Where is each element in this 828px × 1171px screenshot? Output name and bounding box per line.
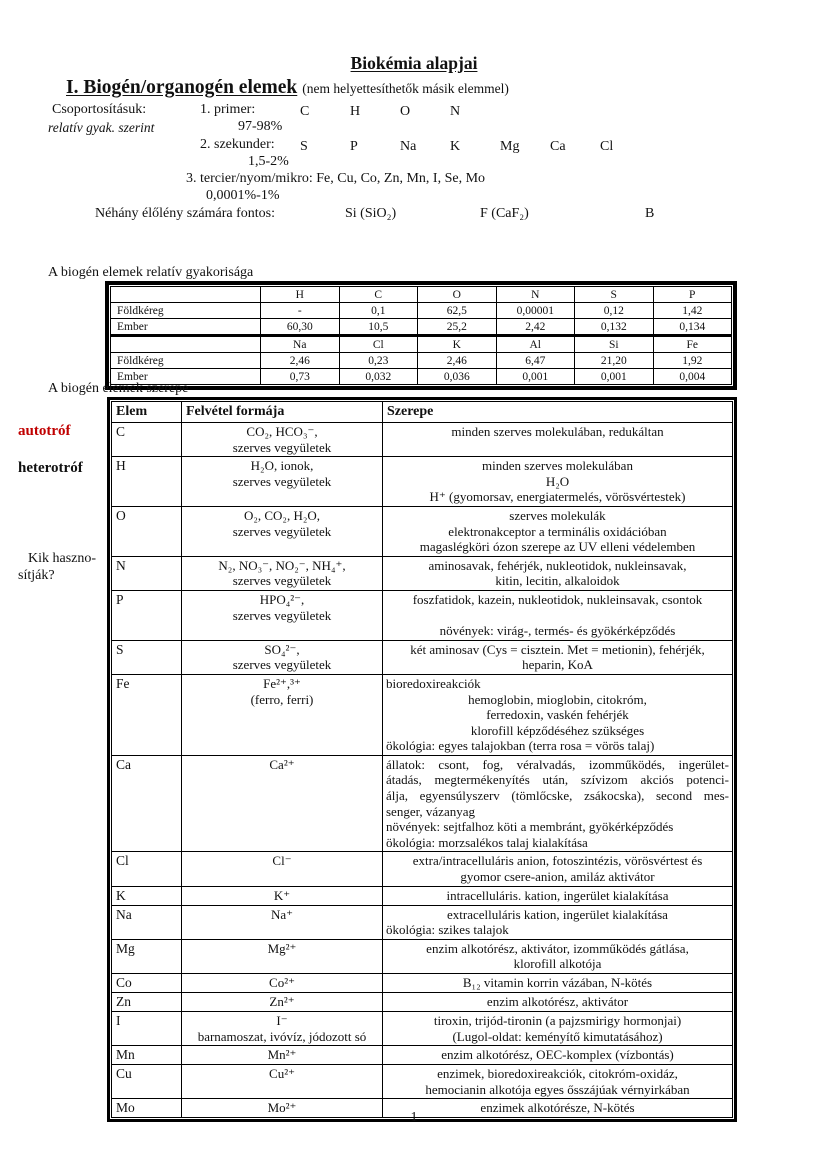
- table-row: [112, 886, 733, 905]
- role-line: (Lugol-oldat: keményítő kimutatásához): [452, 1028, 663, 1044]
- role-cell: [383, 640, 733, 674]
- column-header-szerepe: Szerepe: [383, 402, 733, 423]
- abundance-part2: [110, 336, 732, 385]
- uptake-form-cell: [182, 457, 383, 507]
- group2-elements: [300, 137, 650, 155]
- element-symbol-cell: O: [112, 506, 182, 556]
- role-line: [386, 608, 729, 624]
- role-line: ferredoxin, vaskén fehérjék: [486, 707, 629, 723]
- role-line: két aminosav (Cys = cisztein. Met = metionin), fehérjék,: [410, 641, 705, 657]
- uptake-form-line: Mg²⁺: [267, 940, 297, 956]
- abundance-table-caption: A biogén elemek relatív gyakorisága: [48, 265, 254, 280]
- element-symbol: Cl: [600, 139, 614, 154]
- grouping-label: Csoportosításuk:: [52, 102, 147, 117]
- element-symbol-cell: K: [112, 886, 182, 905]
- roles-table-body: [112, 423, 733, 1118]
- column-header: O: [418, 287, 497, 303]
- value-cell: 2,46: [261, 353, 340, 369]
- value-cell: 1,92: [653, 353, 732, 369]
- uptake-form-cell: [182, 1046, 383, 1065]
- role-cell: [383, 1012, 733, 1046]
- table-row: [112, 905, 733, 939]
- table-row: [112, 640, 733, 674]
- uptake-form-cell: [182, 755, 383, 852]
- table-row: [112, 852, 733, 886]
- uptake-form-cell: [182, 590, 383, 640]
- element-symbol: C: [300, 104, 310, 119]
- group3-label: 3. tercier/nyom/mikro:: [186, 171, 313, 186]
- role-cell: [383, 993, 733, 1012]
- group2-label: 2. szekunder:: [200, 137, 275, 152]
- value-cell: 2,42: [496, 319, 575, 336]
- uptake-form-line: Zn²⁺: [269, 994, 295, 1009]
- section-heading: [66, 77, 509, 99]
- value-cell: 2,46: [418, 353, 497, 369]
- uptake-form-line: HPO₄²⁻,: [259, 591, 305, 607]
- element-symbol-cell: Mn: [112, 1046, 182, 1065]
- element-symbol-cell: Co: [112, 974, 182, 993]
- uptake-form-line: Ca²⁺: [269, 756, 295, 772]
- role-line: B₁₂ vitamin korrin vázában, N-kötés: [462, 975, 653, 990]
- role-line: ökológia: szikes talajok: [386, 922, 509, 938]
- special-label: Néhány élőlény számára fontos:: [95, 206, 275, 221]
- role-line: magaslégköri ózon szerepe az UV elleni védelemben: [419, 539, 696, 555]
- uptake-form-line: Fe²⁺,³⁺: [263, 675, 301, 691]
- abundance-table: [105, 281, 737, 390]
- table-row: [112, 556, 733, 590]
- role-line: extra/intracelluláris anion, fotoszintézis, vörösvértest és: [412, 853, 703, 869]
- role-cell: [383, 905, 733, 939]
- element-symbol: S: [300, 139, 308, 154]
- value-cell: 0,004: [653, 369, 732, 385]
- uptake-form-line: Cu²⁺: [269, 1066, 295, 1082]
- value-cell: 0,036: [418, 369, 497, 385]
- column-header: C: [339, 287, 418, 303]
- column-header-forma: Felvétel formája: [182, 402, 383, 423]
- uptake-form-cell: [182, 506, 383, 556]
- element-symbol-cell: I: [112, 1012, 182, 1046]
- table-row: [112, 1046, 733, 1065]
- value-cell: 0,73: [261, 369, 340, 385]
- margin-note-autotrof: autotróf: [18, 423, 71, 439]
- column-header: P: [653, 287, 732, 303]
- role-cell: [383, 755, 733, 852]
- element-symbol-cell: P: [112, 590, 182, 640]
- role-cell: [383, 506, 733, 556]
- corner-cell: [111, 337, 261, 353]
- element-symbol: O: [400, 104, 411, 119]
- row-label: Ember: [111, 319, 261, 336]
- value-cell: 60,30: [261, 319, 340, 336]
- role-cell: [383, 457, 733, 507]
- uptake-form-line: Co²⁺: [269, 975, 295, 990]
- element-symbol: K: [450, 139, 461, 154]
- element-symbol: N: [450, 104, 461, 119]
- role-line: állatok: csont, fog, véralvadás, izomműködés, ingerület-: [386, 756, 729, 772]
- role-line: extracelluláris kation, ingerület kialakítása: [447, 906, 668, 922]
- value-cell: 0,12: [575, 303, 654, 319]
- table-row: [111, 369, 732, 385]
- role-cell: [383, 939, 733, 973]
- abundance-header-row: [111, 287, 732, 303]
- column-header: H: [261, 287, 340, 303]
- column-header: Cl: [339, 337, 418, 353]
- uptake-form-line: Cl⁻: [272, 853, 292, 869]
- page-number: 1: [410, 1110, 418, 1125]
- group3-line: [186, 171, 485, 187]
- value-cell: 10,5: [339, 319, 418, 336]
- special-item-si: Si (SiO₂): [345, 206, 397, 221]
- margin-note-question-line2: sítják?: [18, 568, 55, 583]
- role-line: H⁺ (gyomorsav, energiatermelés, vörösvértestek): [429, 489, 686, 505]
- element-symbol-cell: H: [112, 457, 182, 507]
- role-cell: [383, 556, 733, 590]
- uptake-form-line: K⁺: [273, 887, 291, 903]
- element-symbol-cell: Fe: [112, 674, 182, 755]
- column-header: Si: [575, 337, 654, 353]
- uptake-form-cell: [182, 1012, 383, 1046]
- element-symbol: Mg: [500, 139, 520, 154]
- value-cell: 25,2: [418, 319, 497, 336]
- element-symbol-cell: Cl: [112, 852, 182, 886]
- role-line: hemoglobin, mioglobin, citokróm,: [468, 691, 647, 707]
- table-row: [112, 993, 733, 1012]
- uptake-form-line: O₂, CO₂, H₂O,: [243, 507, 321, 523]
- role-line: klorofill képződéséhez szükséges: [470, 722, 645, 738]
- uptake-form-line: barnamoszat, ivóvíz, jódozott só: [197, 1028, 367, 1044]
- role-cell: [383, 423, 733, 457]
- role-line: kitin, lecitin, alkaloidok: [495, 573, 620, 589]
- margin-note-question-line1: Kik haszno-: [28, 551, 97, 566]
- value-cell: 62,5: [418, 303, 497, 319]
- group1-elements: [300, 102, 500, 120]
- role-line: minden szerves molekulában, redukáltan: [451, 424, 664, 439]
- column-header: Al: [496, 337, 575, 353]
- value-cell: 6,47: [496, 353, 575, 369]
- role-cell: [383, 1046, 733, 1065]
- uptake-form-cell: [182, 423, 383, 457]
- table-row: [111, 353, 732, 369]
- role-line: tiroxin, trijód-tironin (a pajzsmirigy hormonjai): [433, 1013, 682, 1028]
- uptake-form-line: Mn²⁺: [267, 1047, 297, 1063]
- section-heading-note: (nem helyettesíthetők másik elemmel): [302, 81, 509, 96]
- role-line: enzimek, bioredoxireakciók, citokróm-oxidáz,: [437, 1066, 678, 1082]
- role-line: elektronakceptor a terminális oxidációban: [448, 523, 667, 539]
- row-label: Földkéreg: [111, 353, 261, 369]
- element-symbol-cell: Na: [112, 905, 182, 939]
- uptake-form-line: CO₂, HCO₃⁻,: [246, 424, 318, 439]
- uptake-form-line: szerves vegyületek: [232, 607, 332, 623]
- uptake-form-line: N₂, NO₃⁻, NO₂⁻, NH₄⁺,: [218, 557, 346, 573]
- value-cell: -: [261, 303, 340, 319]
- role-line: szerves molekulák: [509, 507, 606, 523]
- uptake-form-line: (ferro, ferri): [250, 691, 314, 707]
- uptake-form-line: Na⁺: [270, 906, 294, 922]
- abundance-part1: [110, 286, 732, 336]
- table-row: [112, 1065, 733, 1099]
- table-row: [112, 423, 733, 457]
- special-item-b: B: [645, 206, 655, 221]
- element-symbol-cell: S: [112, 640, 182, 674]
- value-cell: 0,001: [496, 369, 575, 385]
- group3-percent: 0,0001%-1%: [206, 188, 280, 203]
- uptake-form-line: SO₄²⁻,: [264, 641, 300, 657]
- table-row: [112, 674, 733, 755]
- element-symbol: Na: [400, 139, 417, 154]
- element-symbol-cell: Zn: [112, 993, 182, 1012]
- table-row: [112, 939, 733, 973]
- table-row: [112, 1012, 733, 1046]
- value-cell: 0,132: [575, 319, 654, 336]
- table-row: [111, 303, 732, 319]
- uptake-form-line: I⁻: [276, 1013, 288, 1028]
- uptake-form-cell: [182, 939, 383, 973]
- role-cell: [383, 886, 733, 905]
- role-line: ökológia: morzsalékos talaj kialakítása: [386, 834, 588, 850]
- table-row: [112, 755, 733, 852]
- uptake-form-line: szerves vegyületek: [232, 439, 332, 455]
- role-cell: [383, 852, 733, 886]
- column-header: K: [418, 337, 497, 353]
- element-symbol-cell: Mg: [112, 939, 182, 973]
- corner-cell: [111, 287, 261, 303]
- table-row: [112, 457, 733, 507]
- group1-label: 1. primer:: [200, 102, 256, 117]
- role-line: enzim alkotórész, OEC-komplex (vízbontás): [441, 1047, 674, 1063]
- group1-percent: 97-98%: [238, 119, 283, 134]
- uptake-form-line: szerves vegyületek: [232, 657, 332, 673]
- element-symbol-cell: Ca: [112, 755, 182, 852]
- value-cell: 0,001: [575, 369, 654, 385]
- uptake-form-line: Mo²⁺: [267, 1100, 297, 1116]
- role-cell: [383, 590, 733, 640]
- role-line: klorofill alkotója: [513, 956, 602, 972]
- element-symbol-cell: Mo: [112, 1099, 182, 1118]
- table-row: [112, 974, 733, 993]
- uptake-form-line: szerves vegyületek: [232, 523, 332, 539]
- column-header: S: [575, 287, 654, 303]
- role-line: heparin, KoA: [522, 657, 593, 673]
- role-line: ökológia: egyes talajokban (terra rosa = vörös talaj): [386, 738, 655, 754]
- role-line: enzim alkotórész, aktivátor: [486, 994, 629, 1009]
- uptake-form-cell: [182, 993, 383, 1012]
- element-symbol-cell: N: [112, 556, 182, 590]
- table-row: [112, 590, 733, 640]
- table-row: [112, 506, 733, 556]
- role-line: H₂O: [545, 473, 570, 489]
- role-line: bioredoxireakciók: [386, 675, 481, 691]
- row-label: Ember: [111, 369, 261, 385]
- role-line: átadás, megtermékenyítés után, szívizom akciós potenci-: [386, 772, 729, 788]
- column-header: N: [496, 287, 575, 303]
- uptake-form-cell: [182, 852, 383, 886]
- role-cell: [383, 1065, 733, 1099]
- role-line: enzim alkotórész, aktivátor, izomműködés gátlása,: [426, 940, 689, 956]
- row-label: Földkéreg: [111, 303, 261, 319]
- group3-elements: Fe, Cu, Co, Zn, Mn, I, Se, Mo: [316, 171, 486, 186]
- role-line: növények: virág-, termés- és gyökérképződés: [439, 623, 676, 639]
- value-cell: 0,23: [339, 353, 418, 369]
- element-symbol: P: [350, 139, 358, 154]
- roles-table-caption: A biogén elemek szerepe: [48, 381, 189, 396]
- value-cell: 0,00001: [496, 303, 575, 319]
- roles-table-header-row: [112, 402, 733, 423]
- uptake-form-cell: [182, 640, 383, 674]
- value-cell: 0,1: [339, 303, 418, 319]
- role-line: álja, egyensúlyszerv (tömlőcske, zsákocska), second mes-: [386, 788, 729, 804]
- uptake-form-cell: [182, 886, 383, 905]
- uptake-form-line: H₂O, ionok,: [250, 458, 314, 474]
- role-line: aminosavak, fehérjék, nukleotidok, nukleinsavak,: [428, 557, 687, 573]
- group2-percent: 1,5-2%: [248, 154, 289, 169]
- uptake-form-cell: [182, 674, 383, 755]
- margin-note-heterotrof: heterotróf: [18, 460, 83, 476]
- value-cell: 0,134: [653, 319, 732, 336]
- role-line: intracelluláris. kation, ingerület kialakítása: [446, 887, 669, 903]
- value-cell: 1,42: [653, 303, 732, 319]
- uptake-form-cell: [182, 974, 383, 993]
- role-line: senger, vázanyag: [386, 803, 475, 819]
- uptake-form-cell: [182, 556, 383, 590]
- page-title: Biokémia alapjai: [350, 53, 478, 73]
- uptake-form-cell: [182, 905, 383, 939]
- element-symbol-cell: Cu: [112, 1065, 182, 1099]
- role-line: gyomor csere-anion, amiláz aktivátor: [460, 869, 655, 885]
- value-cell: 21,20: [575, 353, 654, 369]
- role-cell: [383, 974, 733, 993]
- role-cell: [383, 674, 733, 755]
- role-line: növények: sejtfalhoz köti a membránt, gyökérképződés: [386, 819, 674, 835]
- element-symbol: Ca: [550, 139, 566, 154]
- role-line: enzimek alkotórésze, N-kötés: [480, 1100, 635, 1116]
- value-cell: 0,032: [339, 369, 418, 385]
- grouping-sublabel: relatív gyak. szerint: [48, 120, 155, 135]
- uptake-form-line: szerves vegyületek: [232, 573, 332, 589]
- uptake-form-cell: [182, 1065, 383, 1099]
- role-line: hemocianin alkotója egyes ősszájúak vérnyirkában: [425, 1081, 690, 1097]
- element-symbol: H: [350, 104, 361, 119]
- column-header-elem: Elem: [112, 402, 182, 423]
- section-heading-text: I. Biogén/organogén elemek: [66, 77, 298, 98]
- column-header: Na: [261, 337, 340, 353]
- abundance-header-row: [111, 337, 732, 353]
- special-item-f: F (CaF₂): [480, 206, 529, 221]
- uptake-form-line: szerves vegyületek: [232, 473, 332, 489]
- roles-table: [107, 397, 737, 1122]
- role-line: minden szerves molekulában: [482, 458, 633, 474]
- column-header: Fe: [653, 337, 732, 353]
- element-symbol-cell: C: [112, 423, 182, 457]
- table-row: [111, 319, 732, 336]
- role-line: foszfatidok, kazein, nukleotidok, nukleinsavak, csontok: [412, 591, 703, 607]
